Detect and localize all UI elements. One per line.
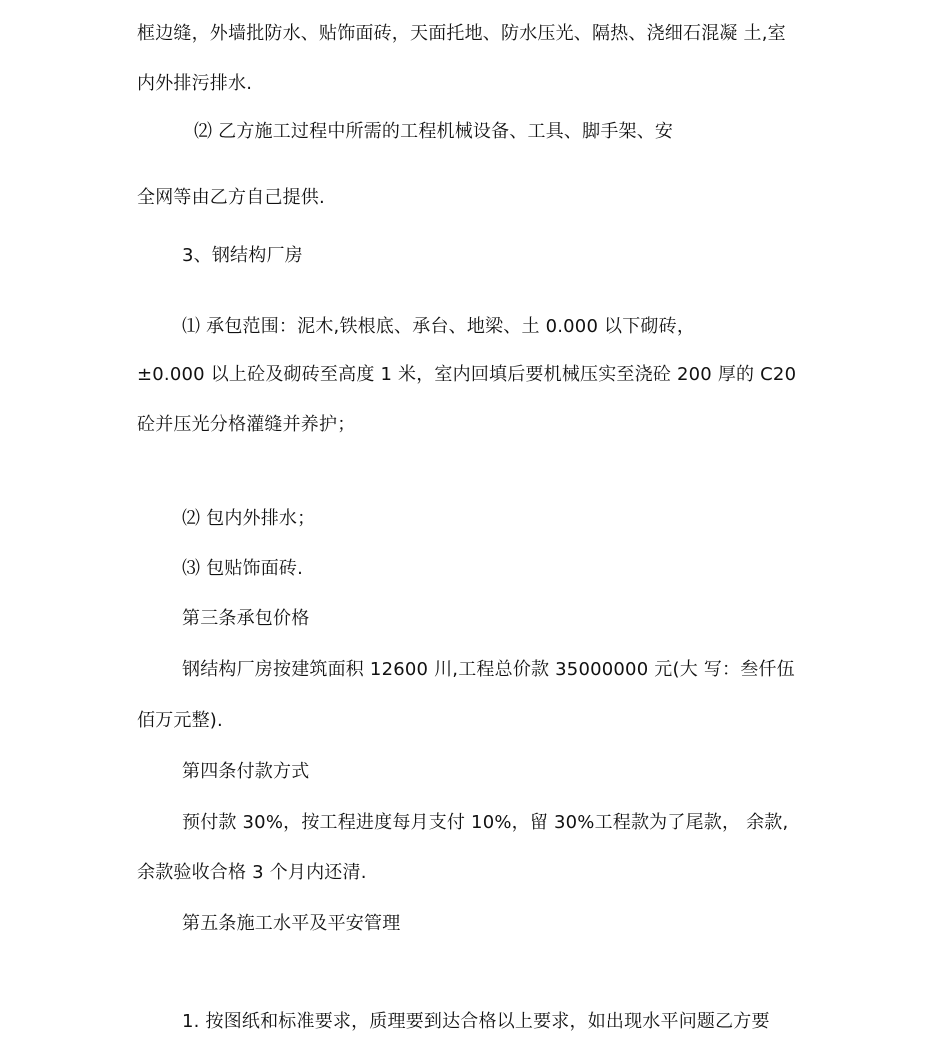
body-text-line: ±0.000 以上砼及砌砖至高度 1 米，室内回填后要机械压实至浇砼 200 厚的 C20 (137, 364, 797, 385)
body-text-line: 余款验收合格 3 个月内还清. (137, 862, 367, 883)
numbered-item-1: 1. 按图纸和标准要求，质理要到达合格以上要求，如出现水平问题乙方要 (182, 1011, 770, 1032)
section-heading-steel-plant: 3、钢结构厂房 (182, 245, 303, 266)
body-text-line: 框边缝，外墙批防水、贴饰面砖，天面托地、防水压光、隔热、浇细石混凝 土,室 (137, 23, 786, 44)
clause-item-2: ⑵ 包内外排水； (182, 508, 316, 529)
clause-item-1: ⑴ 承包范围：泥木,铁根底、承台、地梁、土 0.000 以下砌砖， (182, 316, 696, 337)
body-text-line: 内外排污排水. (137, 73, 253, 94)
body-text-line: 砼并压光分格灌缝并养护； (137, 414, 356, 435)
article-heading-price: 第三条承包价格 (182, 608, 310, 629)
body-text-line: 佰万元整). (137, 710, 223, 731)
body-text-line: 预付款 30%，按工程进度每月支付 10%，留 30%工程款为了尾款， 余款, (182, 812, 789, 833)
clause-item-3: ⑶ 包贴饰面砖. (182, 558, 304, 579)
article-heading-quality-safety: 第五条施工水平及平安管理 (182, 913, 401, 934)
body-text-line: 钢结构厂房按建筑面积 12600 川,工程总价款 35000000 元(大 写：叁仟伍 (182, 659, 795, 680)
clause-item-2: ⑵ 乙方施工过程中所需的工程机械设备、工具、脚手架、安 (194, 121, 674, 142)
body-text-line: 全网等由乙方自己提供. (137, 187, 325, 208)
article-heading-payment: 第四条付款方式 (182, 761, 310, 782)
